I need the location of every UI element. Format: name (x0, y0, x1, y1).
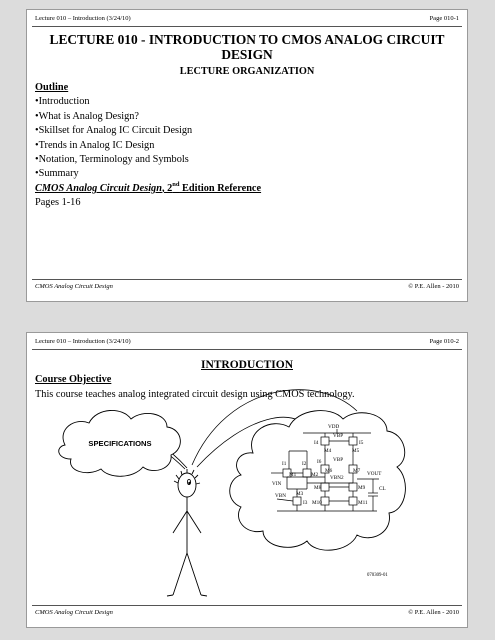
label-m6: M6 (325, 468, 333, 474)
reference-title: CMOS Analog Circuit Design (35, 182, 162, 194)
reference-suffix-text: Edition Reference (179, 182, 262, 194)
section-heading: INTRODUCTION (200, 359, 293, 371)
slide-header (35, 14, 459, 24)
label-m9: M9 (358, 485, 366, 491)
circuit-cloud (230, 411, 406, 551)
slide-footer (35, 608, 459, 618)
slide-footer (35, 282, 459, 292)
slide-title: LECTURE 010 - INTRODUCTION TO CMOS ANALOG CIRCUIT DESIGN (49, 32, 445, 62)
label-i1: I1 (282, 461, 287, 467)
footer-copyright: © P.E. Allen - 2010 (408, 609, 459, 616)
reference-pages: Pages 1-16 (35, 197, 81, 209)
label-m7: M7 (353, 468, 361, 474)
outline-heading: Outline (35, 82, 69, 93)
footer-copyright: © P.E. Allen - 2010 (408, 283, 459, 290)
label-vbp: VBP (333, 433, 344, 439)
slide-1 (26, 9, 468, 302)
label-vbn2: VBN2 (330, 475, 344, 481)
label-m4: M4 (324, 448, 332, 454)
footer-divider (32, 279, 462, 280)
label-vbn: VBN (275, 493, 286, 499)
label-cl: CL (379, 486, 386, 492)
label-m1: M1 (289, 472, 297, 478)
footer-left: CMOS Analog Circuit Design (35, 609, 113, 616)
outline-item: • Introduction (35, 95, 459, 109)
outline-item: • Trends in Analog IC Design (35, 139, 459, 153)
label-m8: M8 (314, 485, 322, 491)
slide-subtitle: LECTURE ORGANIZATION (179, 66, 315, 77)
outline-item: • Notation, Terminology and Symbols (35, 153, 459, 167)
header-left: Lecture 010 – Introduction (3/24/10) (35, 338, 131, 345)
label-vout: VOUT (367, 471, 382, 477)
label-i5: I5 (359, 440, 364, 446)
course-objective-figure (27, 333, 469, 629)
header-page-number: Page 010-2 (429, 338, 459, 345)
label-i6: I6 (317, 459, 322, 465)
outline-item: • Skillset for Analog IC Circuit Design (35, 124, 459, 138)
slide-body (35, 81, 459, 211)
label-m11: M11 (358, 500, 368, 506)
specifications-cloud (59, 410, 181, 476)
label-i4: I4 (314, 440, 319, 446)
label-m10: M10 (312, 500, 322, 506)
label-i3: I3 (303, 500, 308, 506)
reference-suffix (161, 180, 262, 194)
label-m5: M5 (352, 448, 360, 454)
figure-id: 070309-01 (367, 573, 388, 578)
specifications-label: SPECIFICATIONS (88, 439, 152, 448)
header-page-number: Page 010-1 (429, 15, 459, 22)
objective-text: This course teaches analog integrated circuit design using CMOS technology. (35, 389, 355, 400)
header-divider (32, 26, 462, 27)
objective-heading: Course Objective (35, 374, 112, 385)
reference-sup: nd (172, 180, 180, 188)
slide-2 (26, 332, 468, 628)
label-m3: M3 (296, 491, 304, 497)
outline-item: • Summary (35, 167, 459, 181)
header-left: Lecture 010 – Introduction (3/24/10) (35, 15, 131, 22)
student-figure (167, 469, 207, 596)
footer-left: CMOS Analog Circuit Design (35, 283, 113, 290)
outline-item: • What is Analog Design? (35, 110, 459, 124)
label-i2: I2 (302, 461, 307, 467)
reference-edition: , 2 (161, 182, 173, 194)
reference-line (35, 182, 459, 196)
label-vin: VIN (272, 481, 282, 487)
footer-divider (32, 605, 462, 606)
label-vbp-2: VBP (333, 457, 344, 463)
label-m2: M2 (311, 472, 319, 478)
label-vdd: VDD (328, 424, 340, 430)
